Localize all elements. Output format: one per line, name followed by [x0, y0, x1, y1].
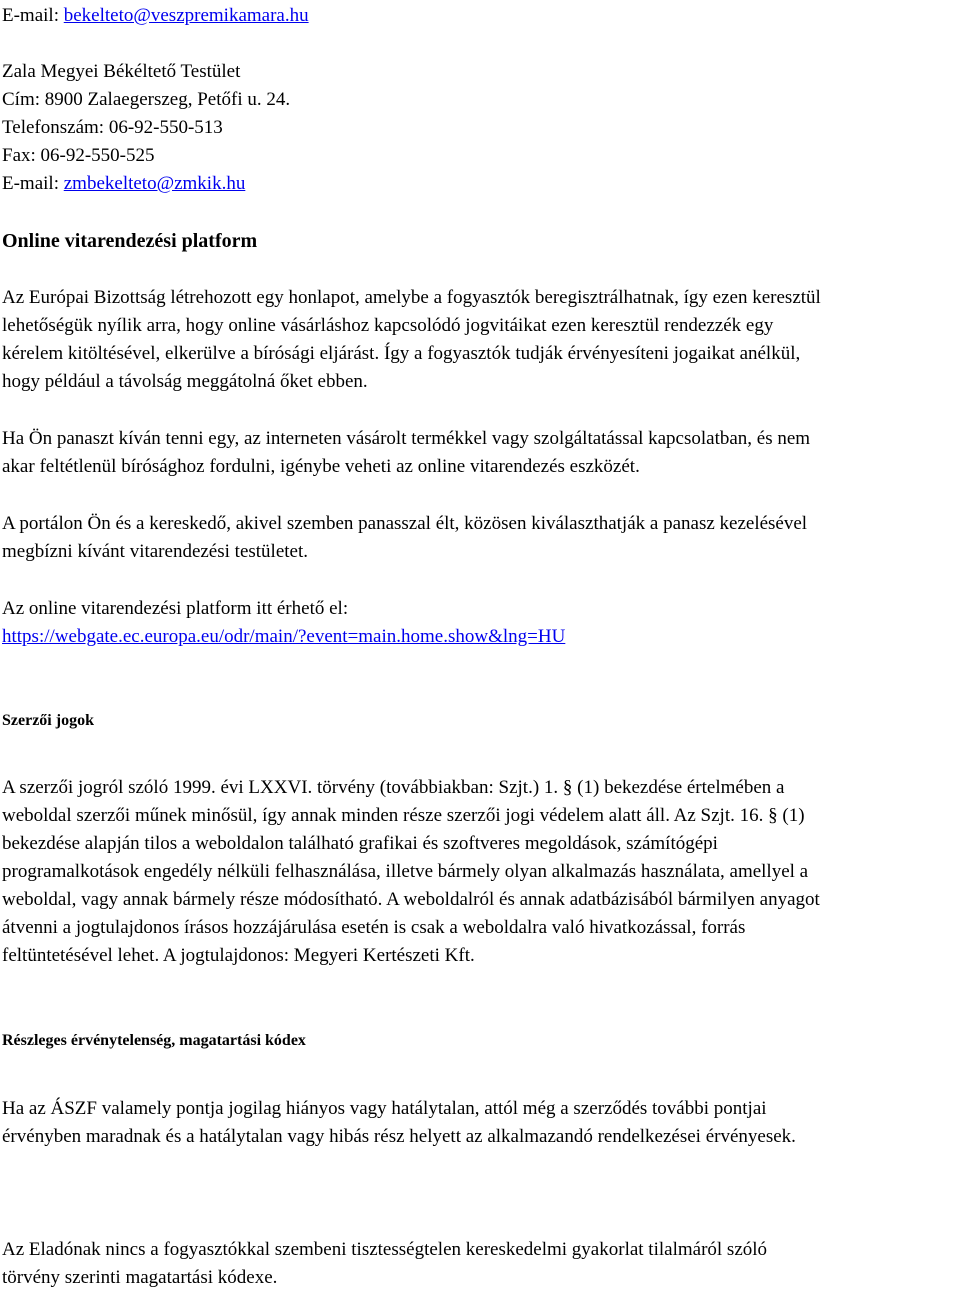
invalidity-paragraph-2	[2, 1236, 960, 1292]
email-label: E-mail:	[2, 5, 64, 26]
odr-heading: Online vitarendezési platform	[2, 230, 258, 252]
odr-paragraph-4	[2, 595, 960, 651]
odr-platform-link[interactable]: https://webgate.ec.europa.eu/odr/main/?event=main.home.show&lng=HU	[2, 626, 566, 647]
zala-name: Zala Megyei Békéltető Testület	[2, 61, 241, 82]
veszprem-email-link[interactable]: bekelteto@veszpremikamara.hu	[63, 5, 309, 26]
paragraph-line: programalkotások engedély nélküli felhasználása, illetve bármely olyan alkalmazás használata, amellyel a	[2, 861, 809, 882]
paragraph-line: A portálon Ön és a kereskedő, akivel szemben panasszal élt, közösen kiválaszthatják a panasz kezelésével	[2, 513, 808, 534]
paragraph-line: bekezdése alapján tilos a weboldalon található grafikai és szoftveres megoldások, számítógépi	[2, 833, 718, 854]
paragraph-line: törvény szerinti magatartási kódexe.	[2, 1267, 278, 1288]
zala-fax: Fax: 06-92-550-525	[2, 145, 155, 166]
email-label: E-mail:	[2, 173, 64, 194]
odr-paragraph-3	[2, 510, 960, 566]
veszprem-email-line	[2, 2, 960, 30]
paragraph-line: A szerzői jogról szóló 1999. évi LXXVI. törvény (továbbiakban: Szjt.) 1. § (1) bekezdése értelmében a	[2, 777, 785, 798]
paragraph-line: feltüntetésével lehet. A jogtulajdonos: Megyeri Kertészeti Kft.	[2, 945, 475, 966]
zala-phone: Telefonszám: 06-92-550-513	[2, 117, 223, 138]
paragraph-line: Az online vitarendezési platform itt érhető el:	[2, 598, 349, 619]
paragraph-line: Az Eladónak nincs a fogyasztókkal szembeni tisztességtelen kereskedelmi gyakorlat tilalmáról szóló	[2, 1239, 768, 1260]
paragraph-line: megbízni kívánt vitarendezési testületet.	[2, 541, 309, 562]
zala-address: Cím: 8900 Zalaegerszeg, Petőfi u. 24.	[2, 89, 291, 110]
paragraph-line: hogy például a távolság meggátolná őket ebben.	[2, 371, 368, 392]
paragraph-line: kérelem kitöltésével, elkerülve a bírósági eljárást. Így a fogyasztók tudják érvényesíteni jogaikat anélkül,	[2, 343, 801, 364]
paragraph-line: lehetőségük nyílik arra, hogy online vásárláshoz kapcsolódó jogvitáikat ezen keresztül rendezzék egy	[2, 315, 774, 336]
paragraph-line: weboldal, vagy annak bármely része módosítható. A weboldalról és annak adatbázisából bármilyen anyagot	[2, 889, 820, 910]
invalidity-paragraph-1	[2, 1095, 960, 1151]
copyright-heading: Szerzői jogok	[2, 712, 94, 729]
odr-paragraph-2	[2, 425, 960, 481]
paragraph-line: Ha az ÁSZF valamely pontja jogilag hiányos vagy hatálytalan, attól még a szerződés további pontjai	[2, 1098, 767, 1119]
zala-email-line	[2, 170, 960, 198]
odr-paragraph-1	[2, 284, 960, 396]
invalidity-heading: Részleges érvénytelenség, magatartási kódex	[2, 1032, 306, 1049]
paragraph-line: Ha Ön panaszt kíván tenni egy, az interneten vásárolt termékkel vagy szolgáltatással kapcsolatban, és nem	[2, 428, 811, 449]
zala-contact-block	[2, 58, 960, 198]
paragraph-line: weboldal szerzői műnek minősül, így annak minden része szerzői jogi védelem alatt áll. Az Szjt. 16. § (1)	[2, 805, 805, 826]
paragraph-line: akar feltétlenül bírósághoz fordulni, igénybe veheti az online vitarendezés eszközét.	[2, 456, 640, 477]
copyright-paragraph	[2, 774, 960, 970]
zala-email-link[interactable]: zmbekelteto@zmkik.hu	[63, 173, 246, 194]
paragraph-line: érvényben maradnak és a hatálytalan vagy hibás rész helyett az alkalmazandó rendelkezései érvényesek.	[2, 1126, 796, 1147]
paragraph-line: átvenni a jogtulajdonos írásos hozzájárulása esetén is csak a weboldalra való hivatkozással, forrás	[2, 917, 746, 938]
paragraph-line: Az Európai Bizottság létrehozott egy honlapot, amelybe a fogyasztók beregisztrálhatnak, így ezen keresztül	[2, 287, 821, 308]
